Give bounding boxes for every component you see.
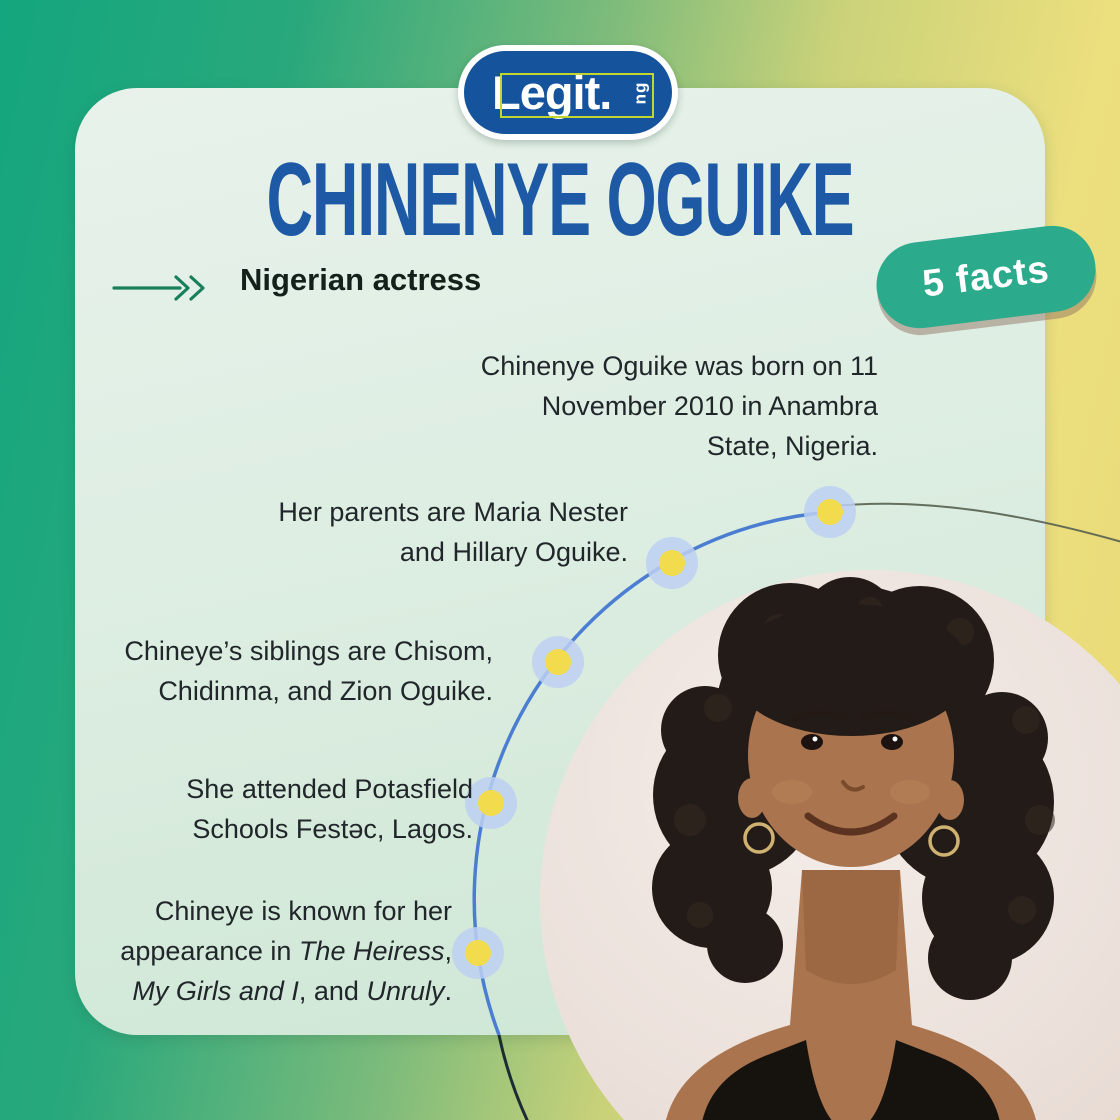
fact-item-3: Chineye’s siblings are Chisom, Chidinma, and Zion Oguike. xyxy=(124,636,493,706)
timeline-dot xyxy=(452,927,504,979)
logo-wordmark: Legit. xyxy=(492,66,612,119)
timeline-dot xyxy=(532,636,584,688)
fact-item-2: Her parents are Maria Nester and Hillary Oguike. xyxy=(278,497,628,567)
legit-logo xyxy=(458,45,678,140)
timeline-dot xyxy=(804,486,856,538)
timeline-tail-line xyxy=(834,504,1120,542)
subtitle: Nigerian actress xyxy=(240,262,482,297)
facts-count-badge: 5 facts xyxy=(872,221,1101,333)
neck-shadow xyxy=(802,870,900,984)
hair-fringe xyxy=(731,604,971,736)
fact-item-5: Chineye is known for her appearance in The Heiress, My Girls and I, and Unruly. xyxy=(120,896,452,1006)
left-ear xyxy=(738,778,766,818)
page-title: CHINENYE OGUIKE xyxy=(266,142,854,258)
fact-item-4: She attended Potasfield Schools Festəc, Lagos. xyxy=(186,774,473,844)
timeline-dot xyxy=(646,537,698,589)
right-ear xyxy=(936,780,964,820)
fact-item-1: Chinenye Oguike was born on 11 November 2010 in Anambra State, Nigeria. xyxy=(480,351,878,461)
timeline-arc-bottom xyxy=(499,1035,528,1120)
arrow-icon xyxy=(112,272,216,304)
logo-suffix: ng xyxy=(630,81,650,104)
